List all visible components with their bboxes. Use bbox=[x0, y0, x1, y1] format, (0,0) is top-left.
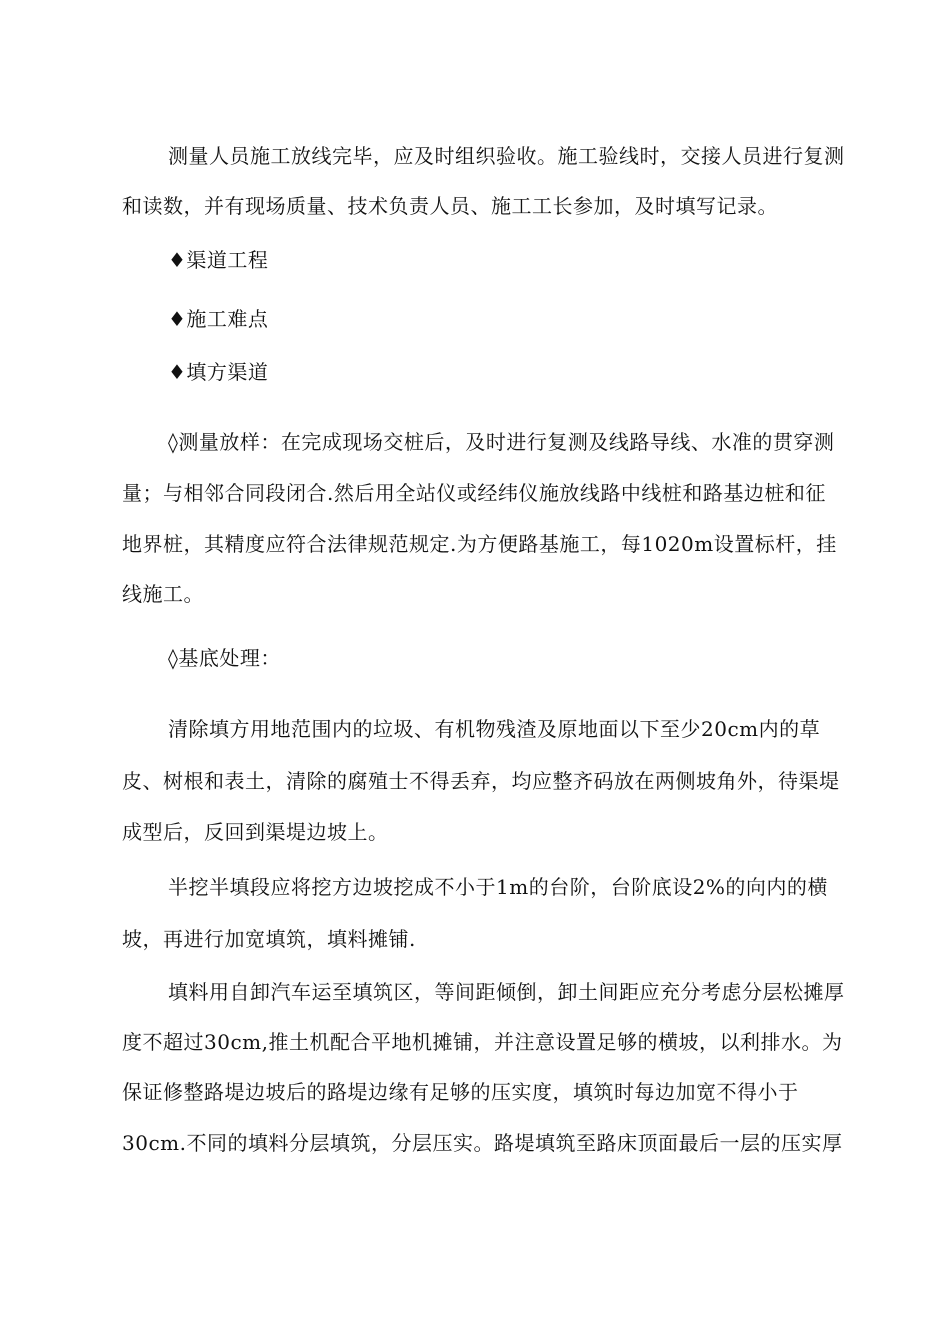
paragraph-line: 半挖半填段应将挖方边坡挖成不小于1m的台阶，台阶底设2%的向内的横 bbox=[168, 875, 828, 899]
paragraph-line: 量；与相邻合同段闭合.然后用全站仪或经纬仪施放线路中线桩和路基边桩和征 bbox=[122, 481, 826, 505]
paragraph-line: 30cm.不同的填料分层填筑，分层压实。路堤填筑至路床顶面最后一层的压实厚 bbox=[122, 1131, 843, 1155]
paragraph-line: 地界桩，其精度应符合法律规范规定.为方便路基施工，每1020m设置标杆，挂 bbox=[122, 532, 837, 556]
paragraph-line: 和读数，并有现场质量、技术负责人员、施工工长参加，及时填写记录。 bbox=[122, 194, 778, 218]
section-heading: ◊基底处理： bbox=[168, 646, 281, 670]
paragraph-line: 保证修整路堤边坡后的路堤边缘有足够的压实度，填筑时每边加宽不得小于 bbox=[122, 1080, 799, 1104]
paragraph-line: 线施工。 bbox=[122, 582, 204, 606]
paragraph-line: ◊测量放样：在完成现场交桩后，及时进行复测及线路导线、水准的贯穿测 bbox=[168, 430, 835, 454]
section-heading: ♦渠道工程 bbox=[168, 248, 269, 272]
paragraph-line: 皮、树根和表土，清除的腐殖士不得丢弃，均应整齐码放在两侧坡角外，待渠堤 bbox=[122, 769, 840, 793]
paragraph-line: 测量人员施工放线完毕，应及时组织验收。施工验线时，交接人员进行复测 bbox=[168, 144, 845, 168]
section-heading: ♦填方渠道 bbox=[168, 360, 269, 384]
paragraph-line: 清除填方用地范围内的垃圾、有机物残渣及原地面以下至少20cm内的草 bbox=[168, 717, 821, 741]
paragraph-line: 填料用自卸汽车运至填筑区，等间距倾倒，卸土间距应充分考虑分层松摊厚 bbox=[168, 980, 845, 1004]
paragraph-line: 坡，再进行加宽填筑，填料摊铺. bbox=[122, 927, 416, 951]
section-heading: ♦施工难点 bbox=[168, 307, 269, 331]
paragraph-line: 度不超过30cm,推土机配合平地机摊铺，并注意设置足够的横坡，以利排水。为 bbox=[122, 1030, 843, 1054]
paragraph-line: 成型后，反回到渠堤边坡上。 bbox=[122, 820, 389, 844]
